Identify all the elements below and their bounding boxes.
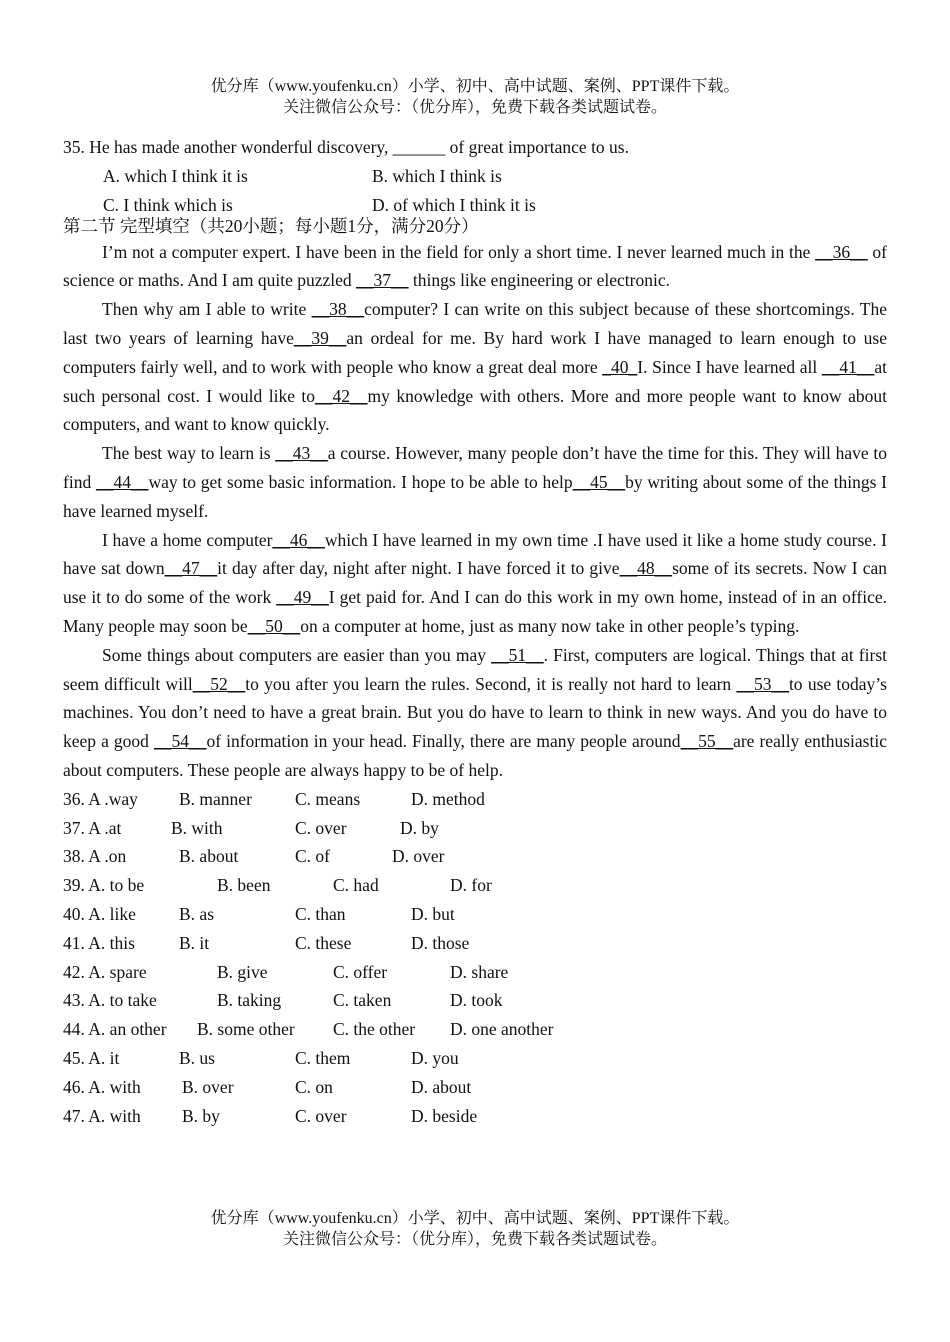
q35-stem: 35. He has made another wonderful discovery, ______ of great importance to us. bbox=[63, 137, 629, 157]
blank-37: __37__ bbox=[356, 270, 409, 291]
option-b: B. over bbox=[182, 1076, 234, 1097]
exam-content bbox=[63, 133, 887, 1130]
option-d: D. those bbox=[411, 932, 470, 953]
q35-option-d: D. of which I think it is bbox=[372, 194, 536, 215]
option-d: D. about bbox=[411, 1076, 472, 1097]
text-segment: to use today’s machines. You don’t need to have a great brain. But you do have to learn to think in new ways. And you do have to keep a good bbox=[63, 673, 887, 752]
text-segment: I have a home computer bbox=[102, 529, 273, 550]
option-a: 37. A .at bbox=[63, 817, 122, 838]
option-c: C. taken bbox=[333, 990, 392, 1011]
option-a: 42. A. spare bbox=[63, 961, 147, 982]
q35-option-b: B. which I think is bbox=[372, 165, 502, 186]
question-row bbox=[63, 1015, 887, 1044]
text-segment: by writing about some of the things I have learned myself. bbox=[63, 471, 887, 521]
option-c: C. the other bbox=[333, 1019, 416, 1040]
blank-45: __45__ bbox=[572, 471, 626, 492]
text-segment: it day after day, night after night. I have forced it to give bbox=[217, 558, 620, 579]
blank-41: __41__ bbox=[821, 356, 875, 377]
text-segment: on a computer at home, just as many now take in other people’s typing. bbox=[300, 615, 800, 636]
option-b: B. manner bbox=[179, 788, 252, 809]
option-b: B. it bbox=[179, 932, 210, 953]
passage-paragraph-1 bbox=[63, 238, 887, 296]
question-row bbox=[63, 814, 887, 843]
question-row bbox=[63, 785, 887, 814]
q35-options-row-2 bbox=[63, 191, 887, 214]
passage-paragraph-3 bbox=[63, 439, 887, 525]
text-segment: I. Since I have learned all bbox=[637, 356, 822, 377]
option-b: B. by bbox=[182, 1105, 220, 1126]
blank-49: __49__ bbox=[276, 587, 329, 608]
option-b: B. give bbox=[217, 961, 268, 982]
option-a: 41. A. this bbox=[63, 932, 135, 953]
blank-52: __52__ bbox=[192, 673, 246, 694]
option-a: 44. A. an other bbox=[63, 1019, 167, 1040]
blank-54: __54__ bbox=[153, 731, 207, 752]
option-d: D. over bbox=[392, 846, 445, 867]
option-a: 43. A. to take bbox=[63, 990, 157, 1011]
question-row bbox=[63, 871, 887, 900]
question-row bbox=[63, 986, 887, 1015]
text-segment: a course. However, many people don’t have the time for this. They will have to find bbox=[63, 443, 888, 492]
option-b: B. about bbox=[179, 846, 239, 867]
section-title: 第二节 完型填空（共20小题；每小题1分，满分20分） bbox=[63, 215, 479, 236]
blank-39: __39__ bbox=[293, 327, 347, 348]
blank-53: __53__ bbox=[736, 673, 789, 694]
header-line-1: 优分库（www.youfenku.cn）小学、初中、高中试题、案例、PPT课件下载。 bbox=[210, 78, 740, 95]
option-a: 47. A. with bbox=[63, 1105, 141, 1126]
text-segment: of information in your head. Finally, there are many people around bbox=[206, 731, 681, 752]
text-segment: Then why am I able to write bbox=[102, 299, 312, 320]
question-row bbox=[63, 1073, 887, 1102]
option-a: 38. A .on bbox=[63, 846, 127, 867]
page-footer bbox=[0, 1208, 950, 1250]
blank-48: __48__ bbox=[619, 558, 673, 579]
q35-option-a: A. which I think it is bbox=[103, 165, 248, 186]
option-d: D. took bbox=[450, 990, 503, 1011]
option-b: B. as bbox=[179, 903, 214, 924]
question-row bbox=[63, 1102, 887, 1131]
option-b: B. with bbox=[171, 817, 223, 838]
blank-51: __51__ bbox=[491, 644, 544, 665]
text-segment: some of its secrets. Now I can use it to do some of the work bbox=[63, 558, 887, 608]
text-segment: an ordeal for me. By hard work I have managed to learn enough to use computers fairly well, and to work with people who know a great deal more bbox=[63, 327, 887, 377]
page-header bbox=[0, 76, 950, 118]
option-d: D. by bbox=[400, 817, 439, 838]
passage-paragraph-5 bbox=[63, 641, 887, 785]
q35-options-row-1 bbox=[63, 162, 887, 191]
option-c: C. over bbox=[295, 817, 347, 838]
blank-55: __55__ bbox=[680, 731, 734, 752]
option-c: C. than bbox=[295, 903, 346, 924]
blank-50: __50__ bbox=[247, 615, 301, 636]
option-d: D. one another bbox=[450, 1019, 554, 1040]
blank-36: __36__ bbox=[815, 241, 868, 262]
blank-47: __47__ bbox=[164, 558, 218, 579]
option-d: D. share bbox=[450, 961, 509, 982]
option-d: D. beside bbox=[411, 1105, 478, 1126]
option-c: C. of bbox=[295, 846, 330, 867]
blank-46: __46__ bbox=[272, 529, 325, 550]
option-c: C. over bbox=[295, 1105, 347, 1126]
passage-paragraph-4 bbox=[63, 526, 887, 641]
passage-paragraph-2 bbox=[63, 295, 887, 439]
text-segment: things like engineering or electronic. bbox=[408, 270, 670, 291]
option-b: B. us bbox=[179, 1047, 215, 1068]
text-segment: The best way to learn is bbox=[102, 443, 276, 464]
option-a: 40. A. like bbox=[63, 903, 136, 924]
blank-44: __44__ bbox=[95, 471, 149, 492]
blank-40: _40_ bbox=[602, 356, 638, 377]
footer-line-1: 优分库（www.youfenku.cn）小学、初中、高中试题、案例、PPT课件下载。 bbox=[210, 1210, 740, 1227]
question-row bbox=[63, 929, 887, 958]
option-d: D. method bbox=[411, 788, 485, 809]
q35-option-c: C. I think which is bbox=[103, 194, 233, 215]
option-d: D. but bbox=[411, 903, 455, 924]
question-row bbox=[63, 900, 887, 929]
text-segment: to you after you learn the rules. Second, it is really not hard to learn bbox=[245, 673, 737, 694]
question-row bbox=[63, 842, 887, 871]
text-segment: of science or maths. And I am quite puzzled bbox=[63, 241, 887, 291]
text-segment: I get paid for. And I can do this work in my own home, instead of in an office. Many people may soon be bbox=[63, 587, 887, 636]
text-segment: . First, computers are logical. Things that at first seem difficult will bbox=[63, 644, 887, 694]
text-segment: way to get some basic information. I hope to be able to help bbox=[148, 471, 573, 492]
text-segment: are really enthusiastic about computers. These people are always happy to be of help. bbox=[63, 731, 887, 780]
question-list bbox=[63, 785, 887, 1131]
option-c: C. offer bbox=[333, 961, 388, 982]
option-c: C. these bbox=[295, 932, 352, 953]
text-segment: my knowledge with others. More and more people want to know about computers, and want to know quickly. bbox=[63, 385, 887, 435]
option-a: 45. A. it bbox=[63, 1047, 120, 1068]
footer-line-2: 关注微信公众号：（优分库），免费下载各类试题试卷。 bbox=[282, 1231, 667, 1248]
text-segment: which I have learned in my own time .I have used it like a home study course. I have sat down bbox=[63, 529, 887, 579]
option-b: B. taking bbox=[217, 990, 282, 1011]
blank-43: __43__ bbox=[275, 443, 328, 464]
option-a: 39. A. to be bbox=[63, 875, 145, 896]
question-row bbox=[63, 958, 887, 987]
question-row bbox=[63, 1044, 887, 1073]
option-d: D. you bbox=[411, 1047, 459, 1068]
option-d: D. for bbox=[450, 875, 492, 896]
option-b: B. been bbox=[217, 875, 271, 896]
option-b: B. some other bbox=[197, 1019, 295, 1040]
option-c: C. means bbox=[295, 788, 361, 809]
option-c: C. on bbox=[295, 1076, 333, 1097]
text-segment: at such personal cost. I would like to bbox=[63, 356, 887, 406]
text-segment: computer? I can write on this subject because of these shortcomings. The last two years of learning have bbox=[63, 299, 887, 348]
header-line-2: 关注微信公众号：（优分库），免费下载各类试题试卷。 bbox=[282, 99, 667, 116]
blank-38: __38__ bbox=[311, 299, 365, 320]
option-c: C. had bbox=[333, 875, 379, 896]
text-segment: Some things about computers are easier than you may bbox=[102, 644, 492, 665]
option-c: C. them bbox=[295, 1047, 351, 1068]
blank-42: __42__ bbox=[315, 385, 368, 406]
option-a: 46. A. with bbox=[63, 1076, 141, 1097]
text-segment: I’m not a computer expert. I have been in the field for only a short time. I never learned much in the bbox=[102, 241, 816, 262]
option-a: 36. A .way bbox=[63, 788, 138, 809]
